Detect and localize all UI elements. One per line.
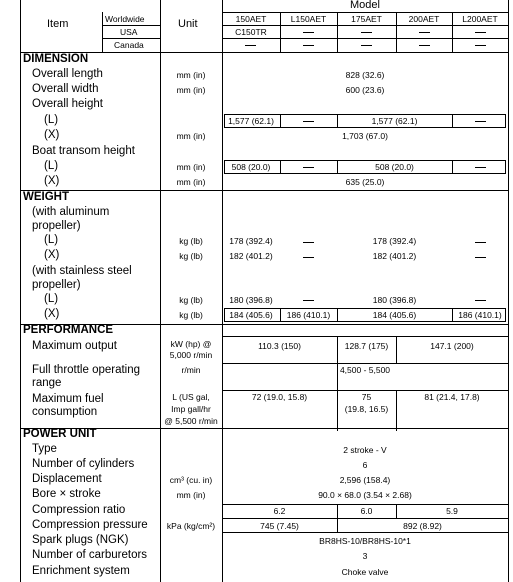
row-label: consumption xyxy=(32,406,98,418)
rule-cell xyxy=(222,390,508,391)
dash xyxy=(475,167,486,168)
dash xyxy=(245,45,256,46)
row-value: 186 (410.1) xyxy=(458,310,502,320)
rule-cell xyxy=(222,532,508,533)
row-unit: mm (in) xyxy=(176,70,206,80)
row-label: Displacement xyxy=(32,473,102,485)
row-label: (X) xyxy=(44,308,60,320)
row-label: (L) xyxy=(44,160,59,172)
row-value: 180 (396.8) xyxy=(229,295,273,305)
row-label: Maximum fuel xyxy=(32,393,104,405)
row-unit: r/min xyxy=(181,365,201,375)
row-unit: kg (lb) xyxy=(179,251,203,261)
row-value: 508 (20.0) xyxy=(231,162,271,172)
rule-region-2 xyxy=(102,38,160,39)
row-value: 5.9 xyxy=(446,506,458,516)
row-value: 508 (20.0) xyxy=(375,162,414,172)
row-value: 745 (7.45) xyxy=(260,521,299,531)
row-label: (X) xyxy=(44,175,60,187)
section-performance: PERFORMANCE xyxy=(23,324,114,336)
row-label: (X) xyxy=(44,129,60,141)
row-value: BR8HS-10/BR8HS-10*1 xyxy=(319,536,411,546)
row-label: propeller) xyxy=(32,220,81,232)
row-value: 635 (25.0) xyxy=(345,177,385,187)
rule-cell xyxy=(222,336,508,337)
row-label: (L) xyxy=(44,234,59,246)
row-label: Spark plugs (NGK) xyxy=(32,534,129,546)
row-unit: Imp gall/hr xyxy=(171,404,211,414)
region-worldwide: Worldwide xyxy=(105,14,145,24)
row-value: (19.8, 16.5) xyxy=(344,404,389,414)
row-value: 1,577 (62.1) xyxy=(371,116,418,126)
row-label: (with aluminum xyxy=(32,206,110,218)
row-label: (with stainless steel xyxy=(32,265,132,277)
model-150aet: 150AET xyxy=(235,14,267,24)
row-value: 184 (405.6) xyxy=(372,310,417,320)
row-label: Overall height xyxy=(32,98,103,110)
row-label: (L) xyxy=(44,114,59,126)
row-value: 90.0 × 68.0 (3.54 × 2.68) xyxy=(318,490,412,500)
model-l150aet: L150AET xyxy=(290,14,327,24)
row-unit: mm (in) xyxy=(176,490,206,500)
row-value: 178 (392.4) xyxy=(372,236,417,246)
model-l200aet: L200AET xyxy=(462,14,498,24)
row-value: 6.0 xyxy=(360,506,373,516)
dash xyxy=(419,45,430,46)
row-unit: 5,000 r/min xyxy=(169,350,213,360)
row-value: 72 (19.0, 15.8) xyxy=(251,392,308,402)
dash xyxy=(475,300,486,301)
row-value: Choke valve xyxy=(341,567,389,577)
row-unit: kW (hp) @ xyxy=(170,339,212,349)
row-value: 3 xyxy=(362,551,368,561)
dash xyxy=(303,45,314,46)
row-unit: mm (in) xyxy=(176,177,206,187)
row-value: 4,500 - 5,500 xyxy=(339,365,391,375)
row-label: Boat transom height xyxy=(32,145,135,157)
row-unit: kg (lb) xyxy=(179,310,203,320)
row-value: 180 (396.8) xyxy=(372,295,417,305)
row-value: 182 (401.2) xyxy=(229,251,273,261)
row-unit: mm (in) xyxy=(176,85,206,95)
row-value: 75 xyxy=(361,392,372,402)
rule-cell xyxy=(280,160,281,174)
row-unit: kg (lb) xyxy=(179,236,203,246)
row-value: 182 (401.2) xyxy=(372,251,417,261)
row-value: 186 (410.1) xyxy=(286,310,331,320)
row-label: Full throttle operating xyxy=(32,364,141,376)
dash xyxy=(303,32,314,33)
rule-model xyxy=(222,12,508,13)
unit-header: Unit xyxy=(178,18,198,30)
rule-cell xyxy=(222,504,508,505)
row-label: range xyxy=(32,377,62,389)
row-value: 1,703 (67.0) xyxy=(342,131,388,141)
rule-region-1 xyxy=(102,25,160,26)
dash xyxy=(303,242,314,243)
row-value: 6.2 xyxy=(273,506,286,516)
row-value: 892 (8.92) xyxy=(403,521,442,531)
row-label: Overall length xyxy=(32,68,103,80)
row-value: 81 (21.4, 17.8) xyxy=(424,392,480,402)
dash xyxy=(475,121,486,122)
row-value: 600 (23.6) xyxy=(345,85,385,95)
dash xyxy=(475,32,486,33)
rule-models-2 xyxy=(222,38,508,39)
rule-cell xyxy=(452,160,453,174)
row-unit: mm (in) xyxy=(176,162,206,172)
rule-section xyxy=(20,190,508,191)
section-weight: WEIGHT xyxy=(23,191,69,203)
dash xyxy=(303,167,314,168)
row-unit: cm³ (cu. in) xyxy=(169,475,213,485)
row-unit: L (US gal, xyxy=(172,392,210,402)
dash xyxy=(303,257,314,258)
row-label: Compression pressure xyxy=(32,519,148,531)
row-label: Maximum output xyxy=(32,340,118,352)
row-label: Number of cylinders xyxy=(32,458,135,470)
rule-right xyxy=(508,0,509,582)
row-label: Number of carburetors xyxy=(32,549,148,561)
model-header: Model xyxy=(350,0,380,11)
row-value: 147.1 (200) xyxy=(430,341,474,351)
row-value: 828 (32.6) xyxy=(345,70,385,80)
model-175aet: 175AET xyxy=(351,14,382,24)
row-value: 184 (405.6) xyxy=(229,310,273,320)
model-c150tr: C150TR xyxy=(235,27,267,37)
row-label: Overall width xyxy=(32,83,99,95)
dash xyxy=(475,257,486,258)
row-label: (L) xyxy=(44,293,59,305)
row-unit: @ 5,500 r/min xyxy=(164,416,218,426)
row-value: 6 xyxy=(362,460,368,470)
section-dimension: DIMENSION xyxy=(23,53,89,65)
row-value: 110.3 (150) xyxy=(258,341,301,351)
dash xyxy=(419,32,430,33)
dash xyxy=(475,242,486,243)
row-unit: kg (lb) xyxy=(179,295,203,305)
row-value: 1,577 (62.1) xyxy=(228,116,274,126)
rule-models-1 xyxy=(222,25,508,26)
rule-cell xyxy=(222,363,508,364)
region-canada: Canada xyxy=(114,40,144,50)
row-unit: mm (in) xyxy=(176,131,206,141)
rule-cell xyxy=(222,518,508,519)
row-label: propeller) xyxy=(32,279,81,291)
dash xyxy=(361,45,372,46)
row-value: 2,596 (158.4) xyxy=(339,475,391,485)
dash xyxy=(303,121,314,122)
rule-region xyxy=(102,12,103,52)
dash xyxy=(475,45,486,46)
dash xyxy=(361,32,372,33)
rule-cell xyxy=(452,114,453,128)
section-power-unit: POWER UNIT xyxy=(23,428,97,440)
rule-left xyxy=(20,0,21,582)
item-header: Item xyxy=(47,18,69,30)
rule-cell xyxy=(280,114,281,128)
region-usa: USA xyxy=(120,27,138,37)
row-label: Bore × stroke xyxy=(32,488,101,500)
row-value: 128.7 (175) xyxy=(344,341,389,351)
row-unit: kPa (kg/cm²) xyxy=(166,521,216,531)
row-label: (X) xyxy=(44,249,60,261)
row-label: Type xyxy=(32,443,57,455)
rule-header-bottom xyxy=(20,52,508,53)
model-200aet: 200AET xyxy=(408,14,440,24)
row-value: 2 stroke - V xyxy=(343,445,387,455)
dash xyxy=(303,300,314,301)
row-label: Enrichment system xyxy=(32,565,130,577)
row-value: 178 (392.4) xyxy=(229,236,273,246)
row-label: Compression ratio xyxy=(32,504,126,516)
